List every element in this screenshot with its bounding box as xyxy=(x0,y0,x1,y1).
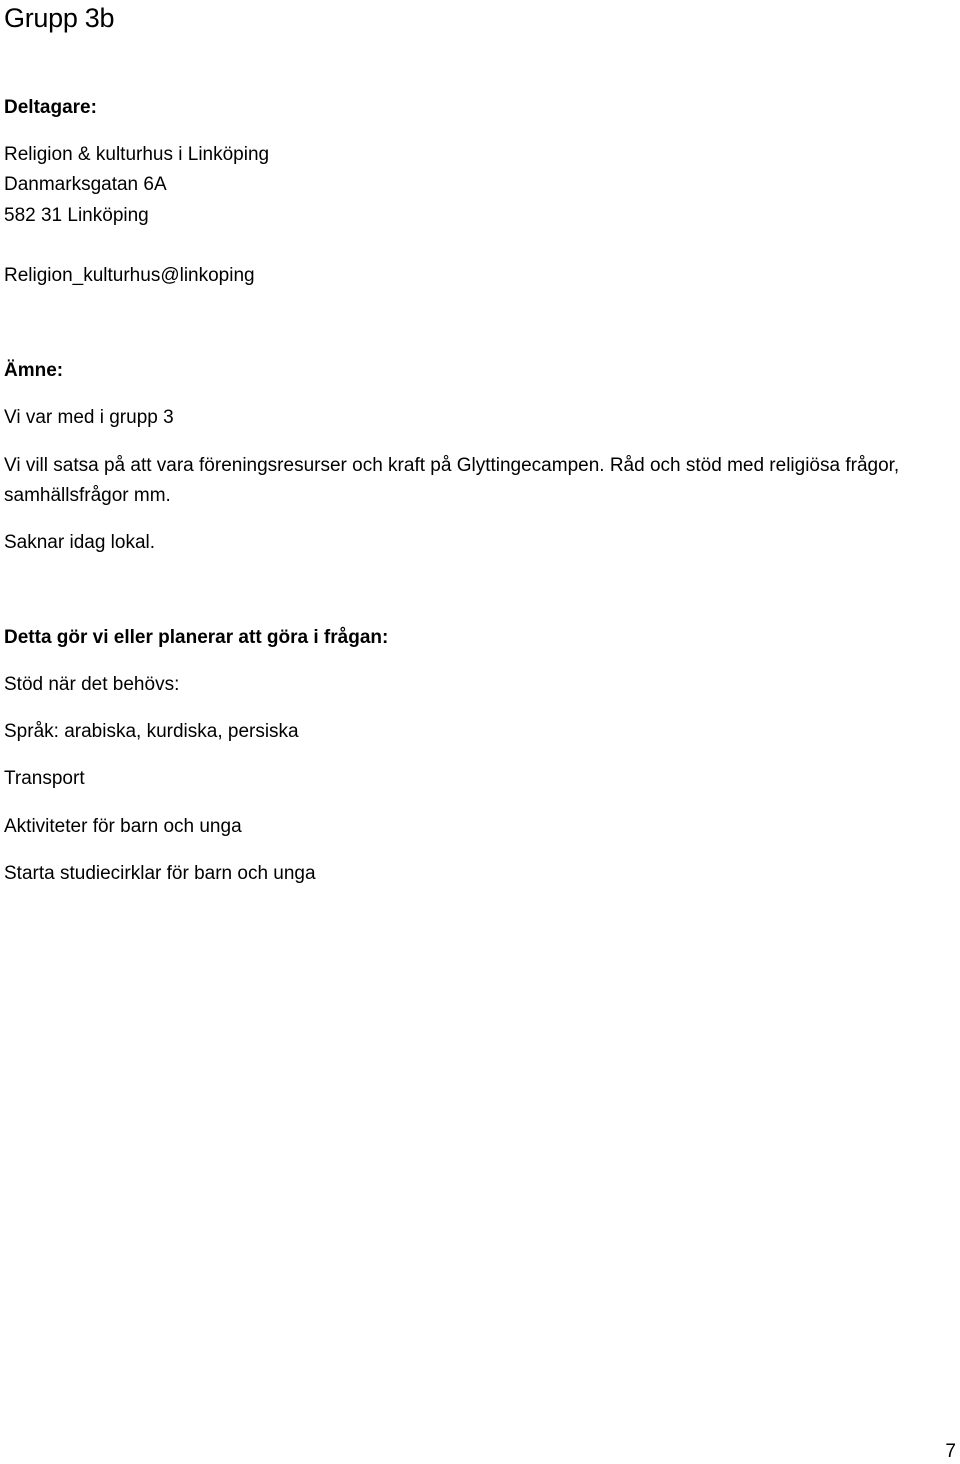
plan-item: Språk: arabiska, kurdiska, persiska xyxy=(4,721,299,742)
plan-item: Transport xyxy=(4,768,85,789)
participant-street: Danmarksgatan 6A xyxy=(4,174,167,195)
plan-item: Starta studiecirklar för barn och unga xyxy=(4,863,316,884)
participant-name: Religion & kulturhus i Linköping xyxy=(4,144,270,165)
plan-item: Stöd när det behövs: xyxy=(4,674,180,695)
topic-group-line: Vi var med i grupp 3 xyxy=(4,407,174,428)
topic-heading: Ämne: xyxy=(4,360,64,381)
participant-postal: 582 31 Linköping xyxy=(4,205,149,226)
page-title: Grupp 3b xyxy=(4,3,115,33)
topic-note: Saknar idag lokal. xyxy=(4,532,156,553)
participant-email: Religion_kulturhus@linkoping xyxy=(4,265,255,286)
plans-heading: Detta gör vi eller planerar att göra i frågan: xyxy=(4,627,389,648)
topic-paragraph: Vi vill satsa på att vara föreningsresurser och kraft på Glyttingecampen. Råd och stöd med religiösa frågor, samhällsfrågor mm. xyxy=(4,455,900,506)
plan-item: Aktiviteter för barn och unga xyxy=(4,816,242,837)
page-number: 7 xyxy=(945,1441,956,1462)
participants-heading: Deltagare: xyxy=(4,97,97,118)
